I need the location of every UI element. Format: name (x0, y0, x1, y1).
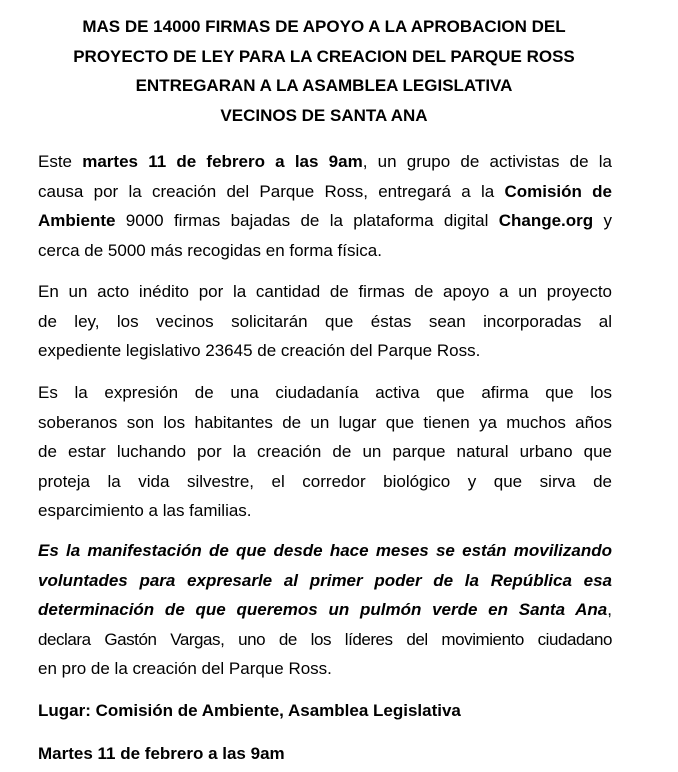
quote-text: determinación de que queremos un pulmón verde en Santa Ana (38, 600, 608, 619)
attribution-line: declara Gastón Vargas, uno de los líderes del movimiento ciudadano (38, 629, 612, 649)
text-run: , un grupo de activistas de la (362, 152, 612, 171)
paragraph-line: cerca de 5000 más recogidas en forma física. (38, 240, 382, 260)
date-line (38, 739, 612, 769)
paragraph-line: Es la expresión de una ciudadanía activa que afirma que los (38, 383, 612, 402)
location-line (38, 696, 612, 726)
headline-line-1: MAS DE 14000 FIRMAS DE APOYO A LA APROBACION DEL (82, 17, 566, 36)
location-text: Lugar: Comisión de Ambiente, Asamblea Legislativa (38, 701, 461, 720)
paragraph-line: esparcimiento a las familias. (38, 501, 252, 520)
paragraph-unprecedented-act (38, 277, 612, 366)
text-run: 9000 firmas bajadas de la plataforma digital (115, 211, 499, 230)
headline-line-2: PROYECTO DE LEY PARA LA CREACION DEL PARQUE ROSS (73, 46, 575, 66)
bold-committee: Comisión de (504, 181, 612, 201)
bold-date: martes 11 de febrero a las 9am (82, 152, 363, 171)
paragraph-line: de estar luchando por la creación de un parque natural urbano que (38, 442, 612, 461)
paragraph-line: proteja la vida silvestre, el corredor biológico y que sirva de (38, 471, 612, 491)
date-text: Martes 11 de febrero a las 9am (38, 744, 285, 763)
text-run: y (593, 211, 612, 230)
quote-line: Es la manifestación de que desde hace meses se están movilizando (38, 541, 612, 560)
paragraph-active-citizenship (38, 378, 612, 526)
paragraph-line: expediente legislativo 23645 de creación del Parque Ross. (38, 341, 481, 360)
bold-platform: Change.org (498, 211, 594, 230)
paragraph-announcement (38, 147, 612, 265)
quote-line: voluntades para expresarle al primer poder de la República esa (38, 570, 612, 590)
headline (0, 12, 648, 130)
paragraph-line: de ley, los vecinos solicitarán que éstas sean incorporadas al (38, 311, 612, 331)
headline-line-4: VECINOS DE SANTA ANA (220, 105, 428, 125)
attribution-line: en pro de la creación del Parque Ross. (38, 659, 332, 678)
bold-committee-cont: Ambiente (38, 211, 116, 230)
headline-line-3: ENTREGARAN A LA ASAMBLEA LEGISLATIVA (135, 76, 513, 95)
paragraph-line (38, 206, 612, 236)
paragraph-line (38, 147, 612, 177)
text-run: Este (38, 152, 83, 171)
paragraph-quote (38, 536, 612, 684)
paragraph-line (38, 177, 612, 207)
paragraph-line: soberanos son los habitantes de un lugar que tienen ya muchos años (38, 412, 612, 432)
text-run: , (607, 600, 612, 619)
text-run: causa por la creación del Parque Ross, entregará a la (38, 181, 505, 201)
paragraph-line: En un acto inédito por la cantidad de firmas de apoyo a un proyecto (38, 282, 612, 301)
quote-line (38, 595, 612, 625)
